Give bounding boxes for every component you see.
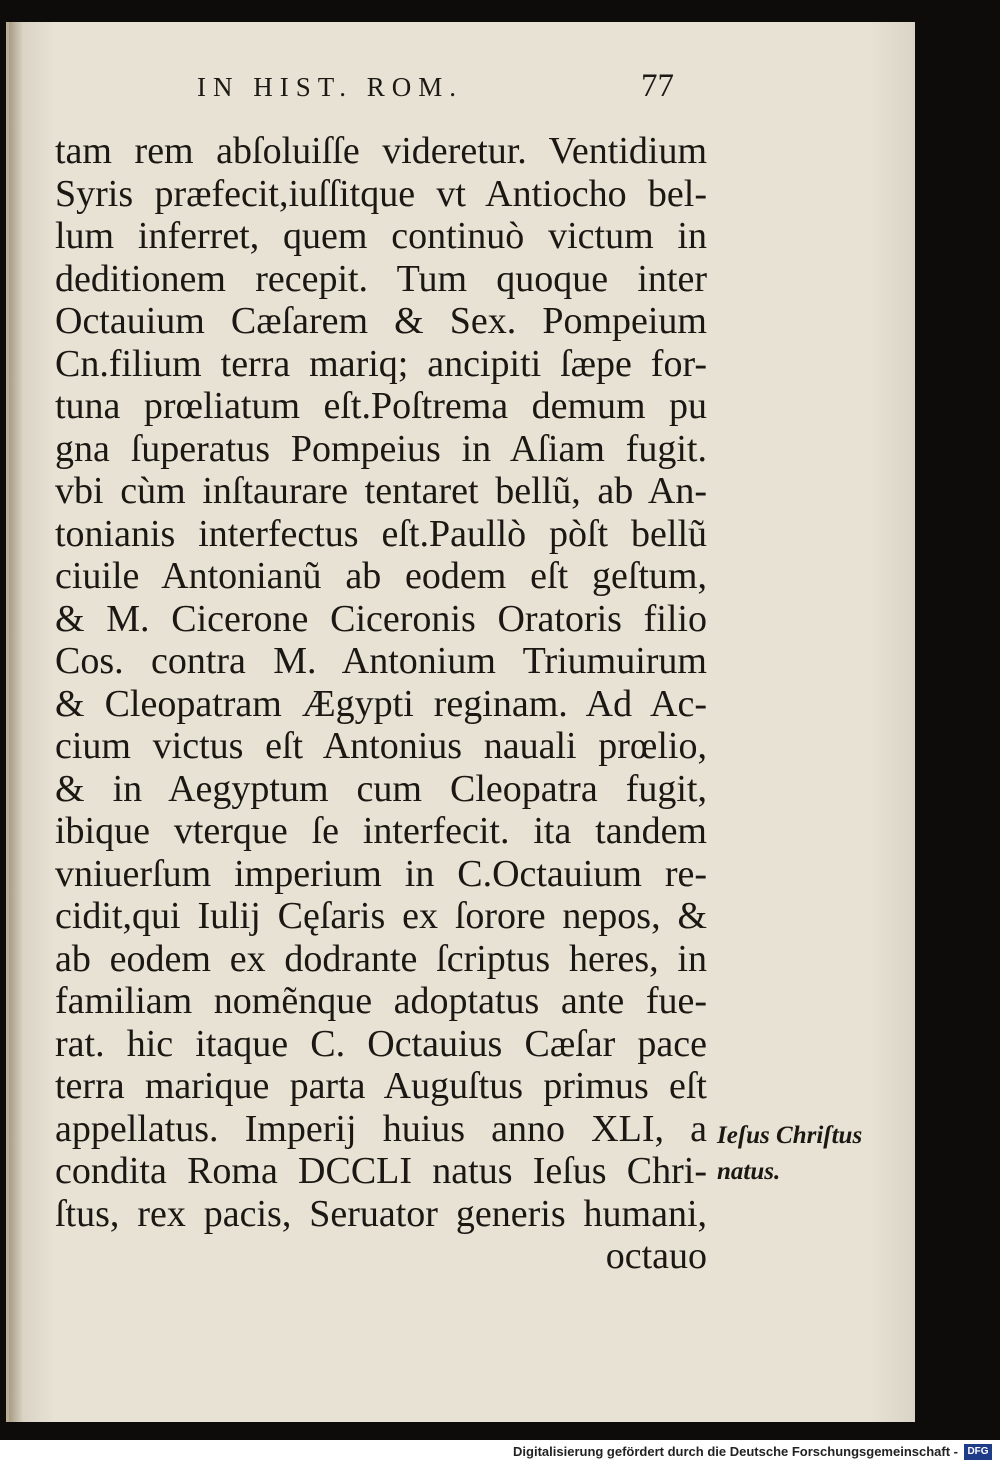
text-line: ciuile Antonianũ ab eodem eſt geſtum, xyxy=(55,555,707,597)
text-line: Cn.filium terra mariq; ancipiti ſæpe for- xyxy=(55,342,707,385)
text-line: tam rem abſoluiſſe videretur. Ventidium xyxy=(55,130,707,172)
text-line: tuna prœliatum eſt.Poſtrema demum pu xyxy=(55,385,707,427)
text-line: Octauium Cæſarem & Sex. Pompeium xyxy=(55,300,707,342)
text-line: familiam nomẽnque adoptatus ante fue- xyxy=(55,980,707,1022)
text-line: cium victus eſt Antonius nauali prœlio, xyxy=(55,725,707,767)
text-line: & M. Cicerone Ciceronis Oratoris filio xyxy=(55,597,707,640)
text-line: vniuerſum imperium in C.Octauium re- xyxy=(55,852,707,895)
dfg-logo: DFG xyxy=(964,1444,992,1460)
marginal-note xyxy=(717,1118,897,1190)
text-line: appellatus. Imperij huius anno XLI, a xyxy=(55,1107,707,1150)
marginal-note-line: Ieſus Chriſtus xyxy=(717,1122,863,1149)
text-line: ſtus, rex pacis, Seruator generis humani, xyxy=(55,1192,707,1235)
running-head xyxy=(197,68,697,112)
text-line: tonianis interfectus eſt.Paullò pòſt bellũ xyxy=(55,512,707,555)
book-page xyxy=(6,22,915,1422)
text-line: lum inferret, quem continuò victum in xyxy=(55,215,707,257)
text-line: deditionem recepit. Tum quoque inter xyxy=(55,257,707,300)
page-number: 77 xyxy=(641,68,674,104)
text-line: & in Aegyptum cum Cleopatra fugit, xyxy=(55,767,707,810)
marginal-note-line: natus. xyxy=(717,1158,781,1185)
text-line: Syris præfecit,iuſſitque vt Antiocho bel- xyxy=(55,172,707,215)
text-line: terra marique parta Auguſtus primus eſt xyxy=(55,1065,707,1107)
text-line: ibique vterque ſe interfecit. ita tandem xyxy=(55,810,707,852)
text-line: cidit,qui Iulij Cęſaris ex ſorore nepos, & xyxy=(55,895,707,937)
text-line: ab eodem ex dodrante ſcriptus heres, in xyxy=(55,937,707,980)
text-line: rat. hic itaque C. Octauius Cæſar pace xyxy=(55,1022,707,1065)
text-line: gna ſuperatus Pompeius in Aſiam fugit. xyxy=(55,427,707,470)
catchword: octauo xyxy=(605,1235,707,1277)
body-text xyxy=(55,130,707,1278)
running-head-title: IN HIST. ROM. xyxy=(197,72,463,102)
text-line: Cos. contra M. Antonium Triumuirum xyxy=(55,640,707,682)
footer-credit: Digitalisierung gefördert durch die Deutsche Forschungsgemeinschaft - xyxy=(513,1444,958,1459)
digitization-footer xyxy=(0,1440,1000,1467)
text-line: & Cleopatram Ægypti reginam. Ad Ac- xyxy=(55,682,707,725)
text-line: condita Roma DCCLI natus Ieſus Chri- xyxy=(55,1150,707,1192)
text-line: vbi cùm inſtaurare tentaret bellũ, ab An- xyxy=(55,470,707,512)
